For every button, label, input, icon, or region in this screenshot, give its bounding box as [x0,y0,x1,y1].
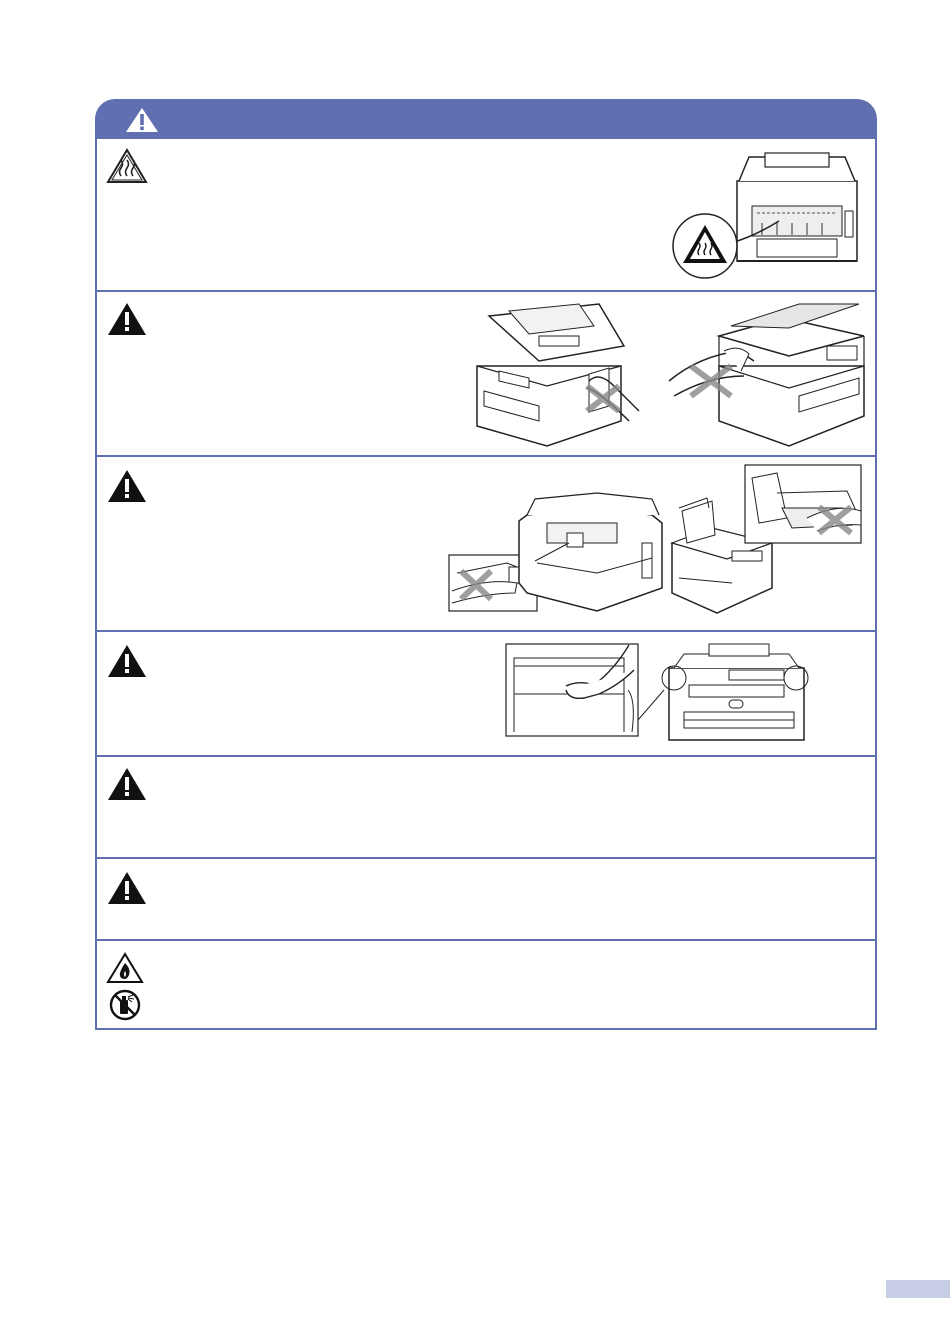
hot-surface-icon [107,149,147,183]
flammable-icon [107,953,143,983]
warning-triangle-icon [125,107,159,133]
panel-header [95,99,877,139]
section-finger-gap [97,632,875,757]
machine-rear-fuser-hot-illustration [667,151,867,281]
rear-and-adf-hand-illustration [447,463,867,623]
section-rear-adf [97,457,875,632]
warning-triangle-icon [107,469,147,503]
section-hot-surface [97,137,875,292]
safety-panel [95,99,877,1030]
section-warning-6 [97,859,875,941]
page-number-tab [886,1280,950,1298]
section-flammable [97,941,875,1030]
panel-body [95,137,877,1030]
warning-triangle-icon [107,871,147,905]
scanner-cover-finger-gap-illustration [504,640,814,746]
warning-triangle-icon [107,644,147,678]
section-warning-5 [97,757,875,859]
warning-triangle-icon [107,302,147,336]
no-spray-icon [109,989,141,1021]
warning-triangle-icon [107,767,147,801]
scanner-cover-hand-illustration [469,296,869,451]
section-scanner-cover [97,292,875,457]
